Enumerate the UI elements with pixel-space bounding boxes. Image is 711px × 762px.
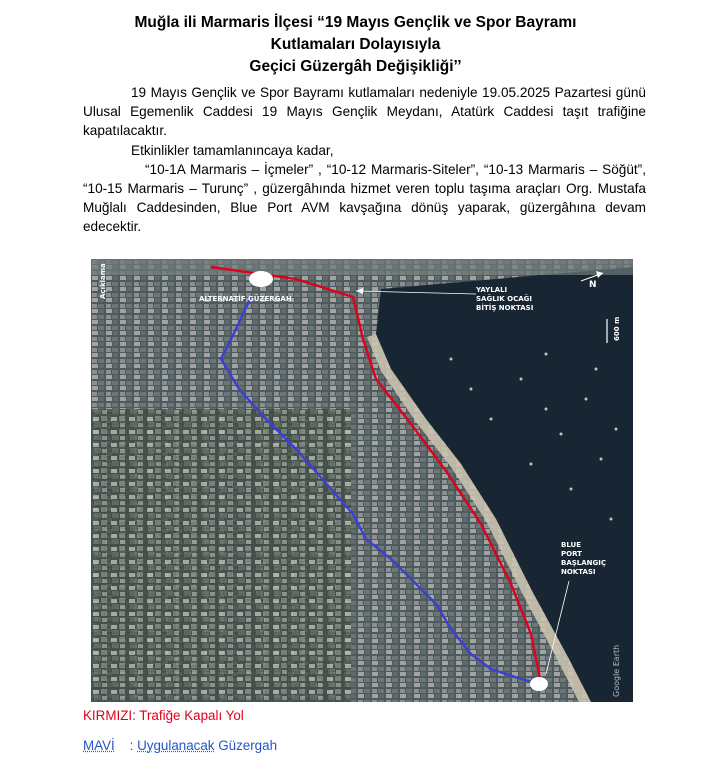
paragraph-routes: “10-1A Marmaris – İçmeler” , “10-12 Marmaris-Siteler”, “10-13 Marmaris – Söğüt”, “10-15 Marmaris – Turunç” , güzergâhında hizmet veren toplu taşıma araçları Org. Mustafa Muğlalı Caddesinden, Blue Port AVM kavşağına dönüş yaparak, güzergâhına devam edecektir. [83, 162, 646, 234]
yaylali-label-2: SAĞLIK OCAĞI [476, 295, 532, 303]
legend-blue-word: Uygulanacak [137, 738, 215, 753]
blueport-label-4: NOKTASI [561, 568, 596, 576]
title-line-1: Muğla ili Marmaris İlçesi “19 Mayıs Gençlik ve Spor Bayramı [134, 14, 577, 31]
legend-blue-separator: : [114, 738, 138, 753]
legend-blue [83, 738, 277, 753]
blueport-label-3: BAŞLANGIÇ [561, 559, 607, 567]
title-line-3: Geçici Güzergâh Değişikliği’’ [249, 58, 462, 75]
paragraph-until: Etkinlikler tamamlanıncaya kadar, [131, 143, 334, 158]
title-line-2: Kutlamaları Dolayısıyla [270, 36, 441, 53]
paragraph-closure: 19 Mayıs Gençlik ve Spor Bayramı kutlamaları nedeniyle 19.05.2025 Pazartesi günü Ulusal Egemenlik Caddesi 19 Mayıs Gençlik Meydanı, Atatürk Caddesi taşıt trafiğine kapatılacaktır. [83, 85, 646, 138]
blueport-label-2: PORT [561, 550, 582, 558]
yaylali-label-3: BİTİŞ NOKTASI [476, 304, 534, 312]
end-marker [530, 677, 548, 691]
route-map [91, 259, 633, 702]
legend-blue-rest: Güzergah [214, 738, 278, 753]
map-sidebar-label: Açıklama [99, 263, 107, 299]
legend-red: KIRMIZI: Trafiğe Kapalı Yol [83, 708, 244, 723]
alt-route-label: ALTERNATİF GÜZERGAH [199, 295, 292, 303]
legend-blue-key: MAVİ [83, 738, 115, 753]
north-label: N [589, 280, 597, 290]
blueport-label-1: BLUE [561, 541, 582, 549]
yaylali-label-1: YAYLALI [476, 286, 508, 294]
google-earth-watermark: Google Earth [612, 644, 621, 697]
document-title [0, 12, 711, 78]
start-marker [249, 271, 273, 287]
scale-label: 600 m [613, 316, 621, 341]
